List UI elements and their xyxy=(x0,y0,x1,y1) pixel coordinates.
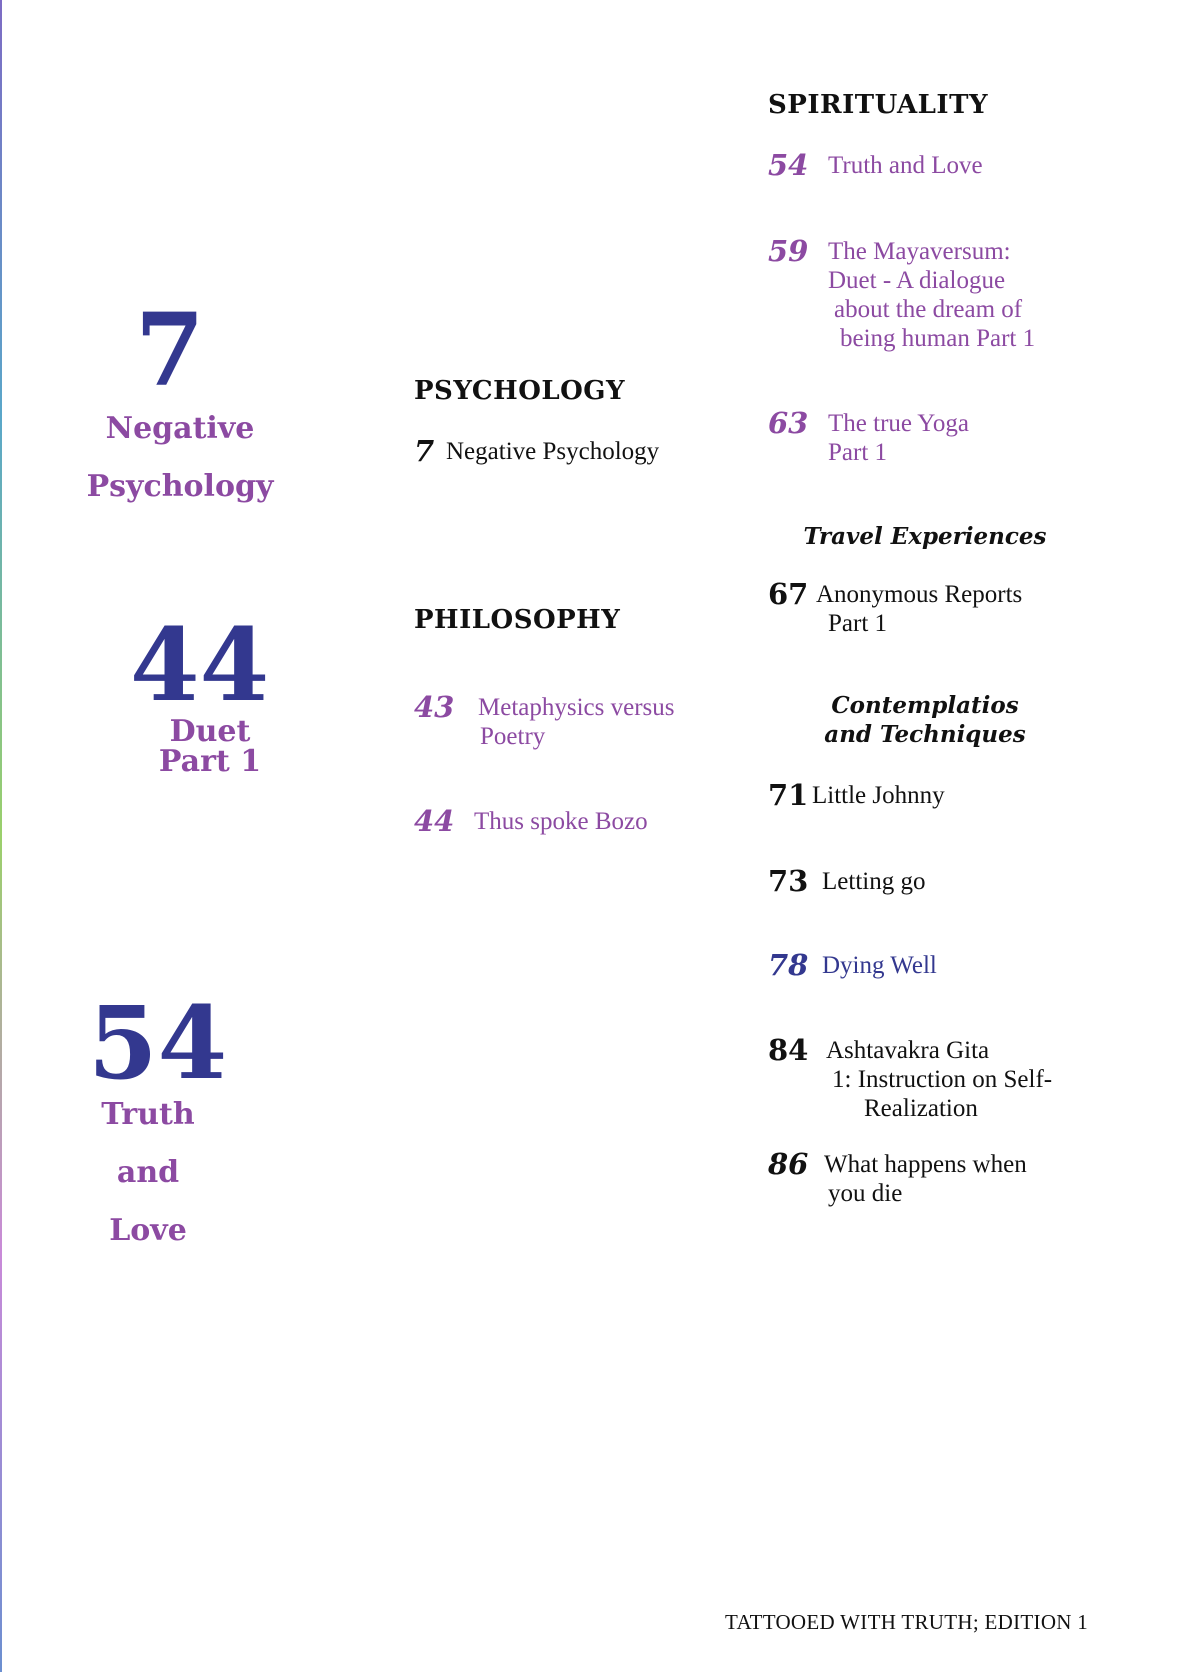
page-number: 78 xyxy=(768,948,809,982)
entry-title-line: Part 1 xyxy=(828,610,888,637)
section-heading-contemplations xyxy=(800,692,1050,750)
toc-entry[interactable] xyxy=(768,1147,1027,1208)
entry-title-line: Part 1 xyxy=(828,439,888,466)
section-heading-line: Contemplatios xyxy=(831,692,1019,719)
toc-entry[interactable] xyxy=(414,804,648,838)
feature-title-duet xyxy=(120,714,300,779)
entry-title-line: about the dream of xyxy=(834,296,1023,323)
entry-title-line: Duet - A dialogue xyxy=(828,267,1006,294)
feature-title-negative-psychology xyxy=(70,400,290,516)
page-number: 63 xyxy=(768,406,809,440)
toc-entry[interactable] xyxy=(768,406,969,467)
entry-title-line: Anonymous Reports xyxy=(816,581,1023,608)
toc-entry[interactable] xyxy=(768,234,1036,353)
section-heading-philosophy: PHILOSOPHY xyxy=(414,605,621,635)
entry-title: Negative Psychology xyxy=(446,438,660,465)
entry-title xyxy=(816,580,1022,638)
toc-entry[interactable] xyxy=(414,690,675,751)
page-number: 54 xyxy=(768,148,809,182)
entry-title xyxy=(478,693,675,751)
page-number: 67 xyxy=(768,577,809,611)
toc-entry[interactable] xyxy=(768,948,937,982)
toc-entry[interactable] xyxy=(768,577,1023,638)
entry-title: Thus spoke Bozo xyxy=(474,808,648,835)
page-number: 73 xyxy=(768,864,809,898)
entry-title xyxy=(828,409,969,467)
entry-title-line: Metaphysics versus xyxy=(478,694,675,721)
page-number: 43 xyxy=(414,690,455,724)
toc-entry[interactable] xyxy=(768,864,926,898)
page-number: 71 xyxy=(768,778,809,812)
entry-title xyxy=(828,237,1035,353)
page-edge-strip xyxy=(0,0,2,1672)
feature-number-7: 7 xyxy=(135,291,205,409)
toc-entry[interactable] xyxy=(768,778,945,812)
feature-title-line: Part 1 xyxy=(158,744,262,779)
entry-title-line: being human Part 1 xyxy=(840,325,1036,352)
page-number: 44 xyxy=(414,804,455,838)
page-number: 59 xyxy=(768,234,809,268)
entry-title: Little Johnny xyxy=(812,782,945,809)
entry-title-line: The true Yoga xyxy=(828,410,969,437)
entry-title-line: Realization xyxy=(864,1095,978,1122)
entry-title-line: 1: Instruction on Self- xyxy=(832,1066,1053,1093)
feature-title-line: Truth xyxy=(101,1097,195,1132)
page-number: 86 xyxy=(768,1147,809,1181)
section-heading-line: and Techniques xyxy=(824,720,1026,748)
entry-title xyxy=(826,1036,1052,1123)
feature-title-truth-and-love xyxy=(70,1086,226,1260)
entry-title xyxy=(824,1150,1027,1208)
page-number: 7 xyxy=(414,434,435,468)
entry-title-line: Poetry xyxy=(480,723,546,750)
feature-title-line: and xyxy=(116,1155,180,1190)
toc-entry[interactable] xyxy=(768,148,983,182)
section-heading-psychology: PSYCHOLOGY xyxy=(414,376,626,406)
feature-title-line: Negative xyxy=(105,411,255,446)
entry-title: Letting go xyxy=(822,868,926,895)
entry-title-line: The Mayaversum: xyxy=(828,238,1011,265)
page-footer: TATTOOED WITH TRUTH; EDITION 1 xyxy=(725,1610,1089,1634)
feature-number-44: 44 xyxy=(130,606,270,724)
entry-title-line: you die xyxy=(828,1180,903,1207)
toc-entry[interactable] xyxy=(768,1033,1053,1123)
entry-title-line: What happens when xyxy=(824,1151,1027,1178)
page-number: 84 xyxy=(768,1033,809,1067)
entry-title: Truth and Love xyxy=(828,152,983,179)
entry-title-line: Ashtavakra Gita xyxy=(826,1037,990,1064)
feature-title-line: Love xyxy=(109,1213,187,1248)
feature-title-line: Psychology xyxy=(86,469,274,504)
feature-title-line: Duet xyxy=(169,714,251,749)
entry-title: Dying Well xyxy=(822,952,937,979)
section-heading-spirituality: SPIRITUALITY xyxy=(768,90,989,120)
toc-entry[interactable] xyxy=(414,434,660,468)
feature-number-54: 54 xyxy=(88,984,228,1102)
section-heading-travel-experiences: Travel Experiences xyxy=(803,523,1047,550)
